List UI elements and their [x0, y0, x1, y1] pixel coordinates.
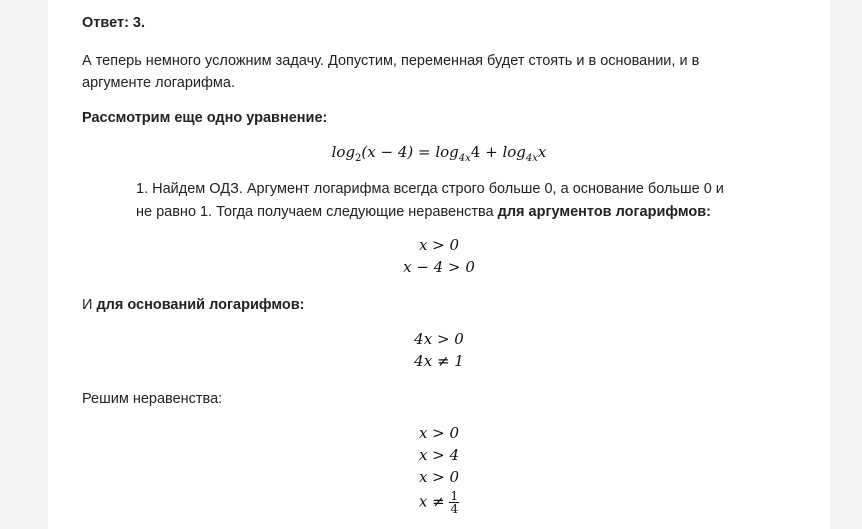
bases-line: И для оснований логарифмов: — [82, 297, 305, 313]
solve-inequality-1: x > 0 — [418, 424, 460, 442]
bases-inequality-2: 4x ≠ 1 — [414, 352, 464, 370]
step-1-list-item — [136, 178, 736, 224]
args-inequality-2: x − 4 > 0 — [403, 258, 475, 276]
article-page — [48, 0, 830, 529]
step-text: Найдем ОДЗ. Аргумент логарифма всегда строго больше 0, а основание больше 0 и не равно 1. Тогда получаем следующие неравенства — [136, 181, 724, 220]
bases-inequality-1: 4x > 0 — [414, 330, 464, 348]
fraction: $\frac{1}{4}$ — [450, 489, 459, 516]
solve-inequality-4: x ≠ $\frac{1}{4}$ — [418, 489, 459, 516]
answer-line: Ответ: 3. — [82, 15, 146, 31]
step-text-bold: для аргументов логарифмов: — [497, 204, 712, 220]
solve-label: Решим неравенства: — [82, 391, 223, 407]
solve-inequality-3: x > 0 — [418, 468, 460, 486]
args-inequality-1: x > 0 — [418, 236, 460, 254]
intro-paragraph: А теперь немного усложним задачу. Допустим, переменная будет стоять и в основании, и в аргументе логарифма. — [82, 53, 700, 91]
solve-inequality-2: x > 4 — [418, 446, 460, 464]
step-number: 1. — [136, 181, 149, 197]
section-heading: Рассмотрим еще одно уравнение: — [82, 110, 328, 126]
main-equation: $\log_2(x - 4) = \log_{4x}4 + \log_{4x}x$ — [331, 143, 547, 164]
